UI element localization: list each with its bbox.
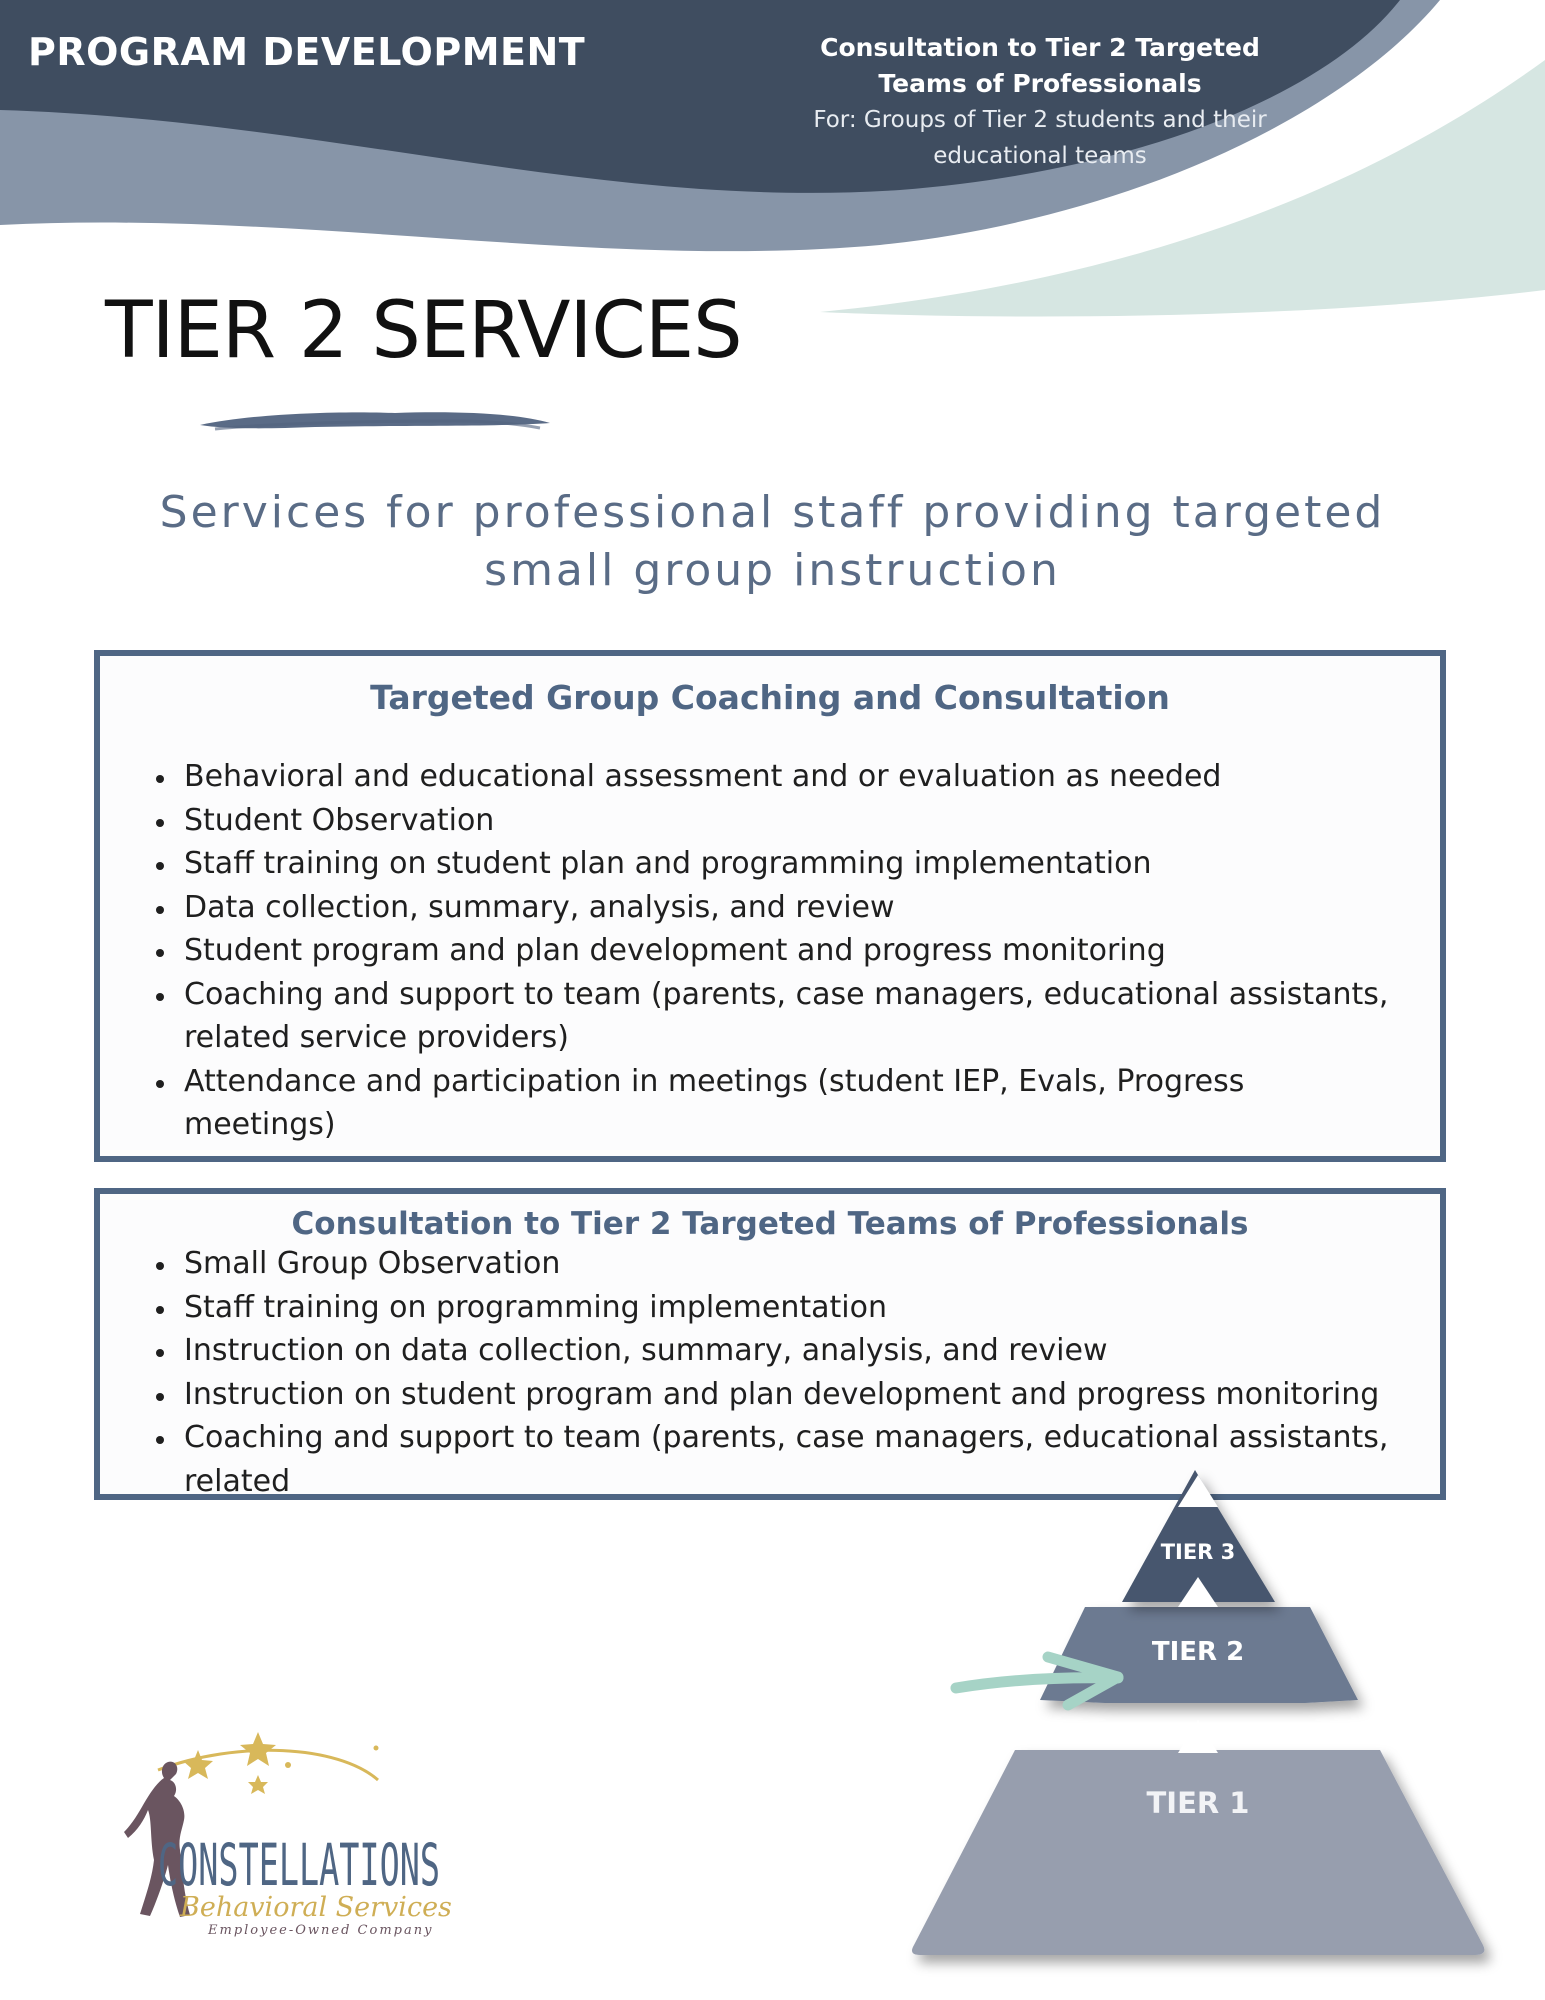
constellations-logo <box>118 1720 478 1940</box>
subtitle-line1: Services for professional staff providing targeted <box>159 487 1386 538</box>
tier2-label: TIER 2 <box>1151 1637 1245 1667</box>
tier1-shape <box>912 1750 1484 1955</box>
list-item: • Student program and plan development and progress monitoring <box>178 929 1400 973</box>
list-item: • Small Group Observation <box>178 1242 1400 1286</box>
targeted-group-coaching-box <box>94 650 1446 1162</box>
list-item: • Staff training on programming implementation <box>178 1286 1400 1330</box>
list-item: • Instruction on data collection, summary, analysis, and review <box>178 1329 1400 1373</box>
list-item: • Instruction on student program and plan development and progress monitoring <box>178 1373 1400 1417</box>
box-heading: Consultation to Tier 2 Targeted Teams of Professionals <box>291 1206 1249 1242</box>
logo-subtag: Employee-Owned Company <box>208 1923 434 1938</box>
subtitle-line2: small group instruction <box>484 545 1061 596</box>
brush-stroke-divider <box>195 405 555 435</box>
list-item: • Data collection, summary, analysis, and review <box>178 886 1400 930</box>
tier1-label: TIER 1 <box>1146 1786 1250 1820</box>
list-item: • Staff training on student plan and programming implementation <box>178 842 1400 886</box>
list-item: • Student Observation <box>178 799 1400 843</box>
tier3-label: TIER 3 <box>1160 1540 1236 1564</box>
list-item: • Coaching and support to team (parents, case managers, educational assistants, related <box>178 1416 1400 1503</box>
header-program-title-line2: Teams of Professionals <box>878 69 1202 98</box>
tier-pyramid-diagram <box>900 1455 1500 2000</box>
header-audience-line2: educational teams <box>933 143 1147 169</box>
list-item: • Behavioral and educational assessment and or evaluation as needed <box>178 755 1400 799</box>
service-list <box>100 755 1440 1147</box>
logo-name: CONSTELLATIONS <box>158 1831 440 1899</box>
header-audience-line1: For: Groups of Tier 2 students and their <box>813 107 1267 133</box>
logo-tagline: Behavioral Services <box>180 1892 452 1923</box>
header-program-title-line1: Consultation to Tier 2 Targeted <box>820 33 1260 62</box>
header-title: PROGRAM DEVELOPMENT <box>28 30 586 74</box>
page-title: TIER 2 SERVICES <box>105 286 742 376</box>
header-program-info <box>800 30 1280 174</box>
page-subtitle <box>100 484 1445 600</box>
tier2-teams-consultation-box <box>94 1188 1446 1500</box>
box-heading: Targeted Group Coaching and Consultation <box>370 678 1170 717</box>
tier1-apex-marker <box>1178 1720 1218 1753</box>
list-item: • Attendance and participation in meetings (student IEP, Evals, Progress meetings) <box>178 1060 1400 1147</box>
list-item: • Coaching and support to team (parents, case managers, educational assistants, related service providers) <box>178 973 1400 1060</box>
